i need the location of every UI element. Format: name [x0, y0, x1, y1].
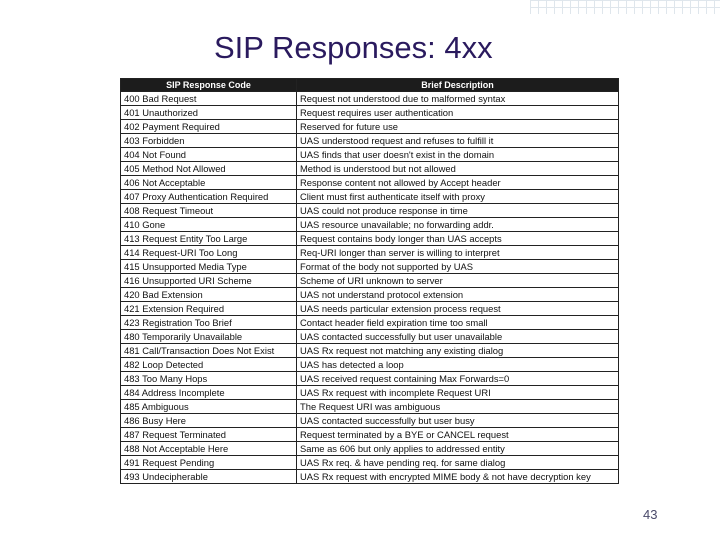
description-cell: UAS finds that user doesn't exist in the domain: [297, 148, 619, 162]
response-code-cell: 416 Unsupported URI Scheme: [121, 274, 297, 288]
table-row: [121, 344, 619, 358]
description-cell: Method is understood but not allowed: [297, 162, 619, 176]
response-code-cell: 404 Not Found: [121, 148, 297, 162]
table-header-row: [121, 79, 619, 92]
decorative-grid: [530, 0, 720, 14]
response-code-cell: 405 Method Not Allowed: [121, 162, 297, 176]
description-cell: UAS understood request and refuses to fulfill it: [297, 134, 619, 148]
table-row: [121, 134, 619, 148]
response-code-cell: 486 Busy Here: [121, 414, 297, 428]
table-row: [121, 204, 619, 218]
response-code-cell: 421 Extension Required: [121, 302, 297, 316]
description-cell: Format of the body not supported by UAS: [297, 260, 619, 274]
table-row: [121, 120, 619, 134]
description-cell: Req-URI longer than server is willing to interpret: [297, 246, 619, 260]
table-row: [121, 190, 619, 204]
response-code-cell: 413 Request Entity Too Large: [121, 232, 297, 246]
response-code-cell: 483 Too Many Hops: [121, 372, 297, 386]
description-cell: Response content not allowed by Accept header: [297, 176, 619, 190]
response-code-cell: 481 Call/Transaction Does Not Exist: [121, 344, 297, 358]
table-row: [121, 358, 619, 372]
table-row: [121, 260, 619, 274]
sip-response-table-container: [120, 78, 618, 484]
response-code-cell: 410 Gone: [121, 218, 297, 232]
response-code-cell: 487 Request Terminated: [121, 428, 297, 442]
table-row: [121, 316, 619, 330]
response-code-cell: 491 Request Pending: [121, 456, 297, 470]
sip-response-table: [120, 78, 619, 484]
response-code-cell: 420 Bad Extension: [121, 288, 297, 302]
table-row: [121, 386, 619, 400]
table-row: [121, 372, 619, 386]
table-row: [121, 470, 619, 484]
table-row: [121, 106, 619, 120]
table-row: [121, 148, 619, 162]
response-code-cell: 408 Request Timeout: [121, 204, 297, 218]
description-cell: UAS Rx req. & have pending req. for same dialog: [297, 456, 619, 470]
description-cell: Client must first authenticate itself with proxy: [297, 190, 619, 204]
table-row: [121, 288, 619, 302]
table-row: [121, 400, 619, 414]
table-row: [121, 92, 619, 106]
description-cell: Request contains body longer than UAS accepts: [297, 232, 619, 246]
description-cell: UAS contacted successfully but user unavailable: [297, 330, 619, 344]
slide-title: SIP Responses: 4xx: [214, 30, 493, 65]
description-cell: UAS needs particular extension process request: [297, 302, 619, 316]
table-row: [121, 232, 619, 246]
response-code-cell: 401 Unauthorized: [121, 106, 297, 120]
response-code-cell: 493 Undecipherable: [121, 470, 297, 484]
description-cell: Same as 606 but only applies to addressed entity: [297, 442, 619, 456]
response-code-cell: 482 Loop Detected: [121, 358, 297, 372]
response-code-cell: 480 Temporarily Unavailable: [121, 330, 297, 344]
response-code-cell: 488 Not Acceptable Here: [121, 442, 297, 456]
description-cell: The Request URI was ambiguous: [297, 400, 619, 414]
response-code-cell: 400 Bad Request: [121, 92, 297, 106]
description-cell: UAS Rx request with incomplete Request URI: [297, 386, 619, 400]
description-cell: Request requires user authentication: [297, 106, 619, 120]
description-cell: Request terminated by a BYE or CANCEL request: [297, 428, 619, 442]
description-cell: UAS resource unavailable; no forwarding addr.: [297, 218, 619, 232]
description-cell: UAS Rx request with encrypted MIME body & not have decryption key: [297, 470, 619, 484]
description-cell: UAS could not produce response in time: [297, 204, 619, 218]
description-cell: Contact header field expiration time too small: [297, 316, 619, 330]
table-row: [121, 442, 619, 456]
table-row: [121, 414, 619, 428]
table-row: [121, 330, 619, 344]
table-row: [121, 302, 619, 316]
response-code-cell: 414 Request-URI Too Long: [121, 246, 297, 260]
response-code-cell: 402 Payment Required: [121, 120, 297, 134]
response-code-cell: 406 Not Acceptable: [121, 176, 297, 190]
description-cell: UAS received request containing Max Forwards=0: [297, 372, 619, 386]
table-body: [121, 92, 619, 484]
column-header-code: SIP Response Code: [121, 79, 297, 92]
description-cell: UAS Rx request not matching any existing dialog: [297, 344, 619, 358]
response-code-cell: 407 Proxy Authentication Required: [121, 190, 297, 204]
table-row: [121, 218, 619, 232]
column-header-description: Brief Description: [297, 79, 619, 92]
description-cell: Reserved for future use: [297, 120, 619, 134]
response-code-cell: 485 Ambiguous: [121, 400, 297, 414]
description-cell: Request not understood due to malformed syntax: [297, 92, 619, 106]
description-cell: UAS contacted successfully but user busy: [297, 414, 619, 428]
table-row: [121, 246, 619, 260]
table-row: [121, 274, 619, 288]
response-code-cell: 403 Forbidden: [121, 134, 297, 148]
response-code-cell: 484 Address Incomplete: [121, 386, 297, 400]
table-row: [121, 428, 619, 442]
table-row: [121, 162, 619, 176]
description-cell: Scheme of URI unknown to server: [297, 274, 619, 288]
description-cell: UAS not understand protocol extension: [297, 288, 619, 302]
table-row: [121, 456, 619, 470]
description-cell: UAS has detected a loop: [297, 358, 619, 372]
page-number: 43: [643, 507, 658, 522]
table-row: [121, 176, 619, 190]
response-code-cell: 423 Registration Too Brief: [121, 316, 297, 330]
response-code-cell: 415 Unsupported Media Type: [121, 260, 297, 274]
